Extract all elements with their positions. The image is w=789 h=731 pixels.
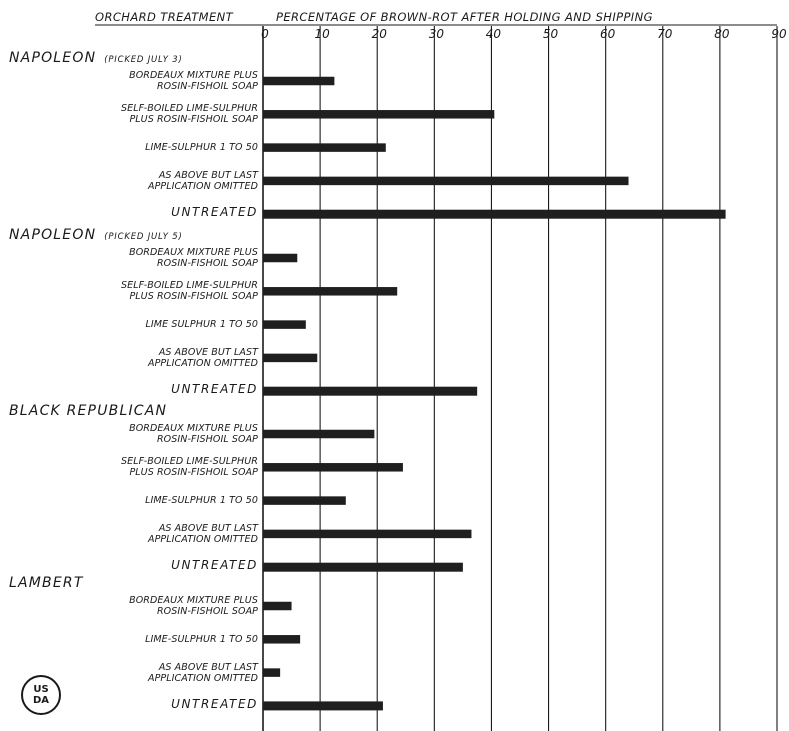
group-name: NAPOLEON	[9, 227, 97, 243]
x-tick-label-70: 70	[657, 27, 673, 41]
row-label-3-2: AS ABOVE BUT LAST APPLICATION OMITTED	[148, 661, 258, 684]
x-tick-label-80: 80	[714, 27, 730, 41]
bar-1-3	[263, 354, 317, 363]
group-name: LAMBERT	[9, 575, 84, 591]
bar-3-1	[263, 635, 300, 644]
row-label-1-4: UNTREATED	[171, 382, 258, 397]
x-tick-label-90: 90	[771, 27, 787, 41]
group-title-2	[9, 403, 167, 419]
seal-text-bottom: DA	[32, 695, 50, 706]
row-label-1-2: LIME SULPHUR 1 TO 50	[145, 319, 258, 331]
group-title-1	[9, 227, 183, 243]
bar-3-3	[263, 701, 383, 710]
row-label-3-0: BORDEAUX MIXTURE PLUS ROSIN-FISHOIL SOAP	[129, 595, 258, 617]
row-label-0-4: UNTREATED	[171, 205, 258, 220]
bar-0-2	[263, 143, 386, 152]
bar-0-1	[263, 110, 494, 119]
bar-1-1	[263, 287, 397, 296]
row-label-0-0: BORDEAUX MIXTURE PLUS ROSIN-FISHOIL SOAP	[129, 70, 258, 92]
row-label-0-1: SELF-BOILED LIME-SULPHUR PLUS ROSIN-FISHOIL SOAP	[121, 103, 258, 126]
row-label-1-1: SELF-BOILED LIME-SULPHUR PLUS ROSIN-FISHOIL SOAP	[121, 280, 258, 303]
group-name: BLACK REPUBLICAN	[9, 403, 168, 419]
x-tick-label-30: 30	[428, 27, 444, 41]
row-label-0-2: LIME-SULPHUR 1 TO 50	[145, 142, 258, 154]
group-note: (PICKED JULY 3)	[104, 55, 183, 65]
row-label-2-2: LIME-SULPHUR 1 TO 50	[145, 495, 258, 507]
x-axis-title: PERCENTAGE OF BROWN-ROT AFTER HOLDING AND SHIPPING	[276, 10, 653, 24]
bar-0-0	[263, 77, 334, 86]
bar-2-3	[263, 530, 471, 539]
row-label-2-0: BORDEAUX MIXTURE PLUS ROSIN-FISHOIL SOAP	[129, 423, 258, 445]
bar-0-3	[263, 177, 629, 186]
bar-3-0	[263, 602, 292, 611]
bar-2-4	[263, 563, 463, 572]
seal-text-top: US	[33, 684, 49, 695]
x-tick-label-50: 50	[542, 27, 559, 41]
bar-1-4	[263, 387, 477, 396]
bar-1-0	[263, 254, 297, 263]
row-label-2-4: UNTREATED	[171, 558, 258, 573]
bar-3-2	[263, 668, 280, 677]
row-label-1-0: BORDEAUX MIXTURE PLUS ROSIN-FISHOIL SOAP	[129, 247, 258, 269]
bar-0-4	[263, 210, 726, 219]
row-label-3-3: UNTREATED	[171, 696, 258, 711]
bar-2-1	[263, 463, 403, 472]
header-orchard-treatment: ORCHARD TREATMENT	[95, 10, 234, 24]
row-label-2-1: SELF-BOILED LIME-SULPHUR PLUS ROSIN-FISHOIL SOAP	[121, 456, 258, 479]
usda-seal-icon	[21, 675, 61, 715]
group-note: (PICKED JULY 5)	[104, 232, 183, 242]
row-label-3-1: LIME-SULPHUR 1 TO 50	[145, 633, 258, 645]
x-tick-label-20: 20	[371, 27, 387, 41]
bar-1-2	[263, 320, 306, 329]
row-label-1-3: AS ABOVE BUT LAST APPLICATION OMITTED	[148, 346, 258, 369]
bar-2-0	[263, 430, 374, 439]
x-tick-label-40: 40	[485, 27, 502, 41]
x-tick-label-60: 60	[600, 27, 616, 41]
row-label-0-3: AS ABOVE BUT LAST APPLICATION OMITTED	[148, 169, 258, 192]
group-name: NAPOLEON	[9, 50, 97, 66]
bar-2-2	[263, 496, 346, 505]
group-title-0	[9, 50, 183, 66]
row-label-2-3: AS ABOVE BUT LAST APPLICATION OMITTED	[148, 522, 258, 545]
x-tick-label-0: 0	[261, 27, 269, 41]
x-tick-label-10: 10	[314, 27, 330, 41]
group-title-3	[9, 575, 84, 591]
